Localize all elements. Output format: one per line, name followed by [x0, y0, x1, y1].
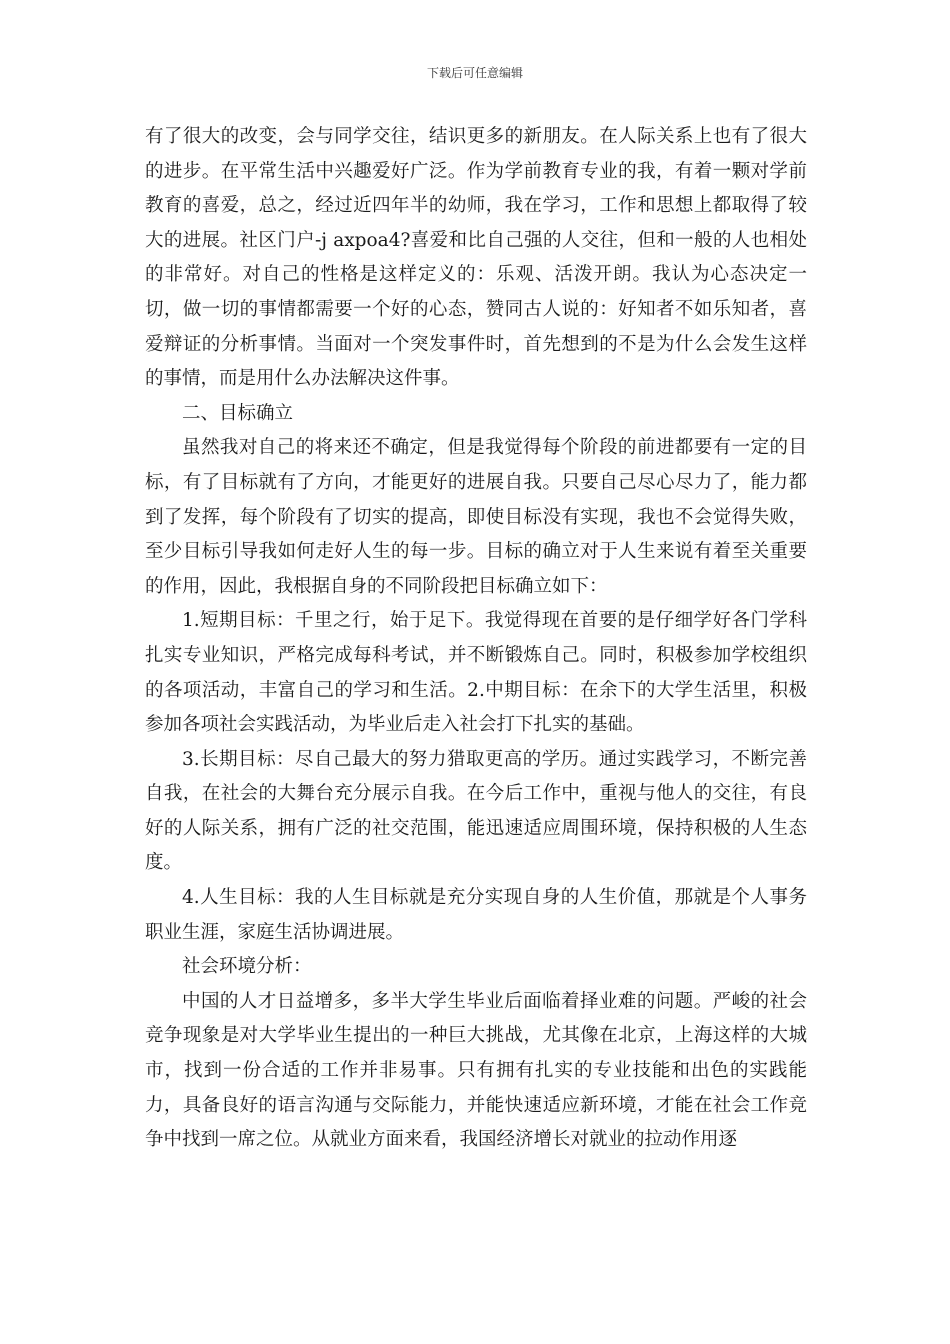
- paragraph-life-goal: 4.人生目标：我的人生目标就是充分实现自身的人生价值，那就是个人事务职业生涯，家庭生活协调进展。: [145, 887, 807, 943]
- paragraph-short-mid-term-goals: 1.短期目标：千里之行，始于足下。我觉得现在首要的是仔细学好各门学科扎实专业知识，严格完成每科考试，并不断锻炼自己。同时，积极参加学校组织的各项活动，丰富自己的学习和生活。2.中期目标：在余下的大学生活里，积极参加各项社会实践活动，为毕业后走入社会打下扎实的基础。: [145, 610, 807, 736]
- section-heading-goal-setting: 二、目标确立: [182, 402, 294, 424]
- paragraph-social-environment: 中国的人才日益增多，多半大学生毕业后面临着择业难的问题。严峻的社会竞争现象是对大学毕业生提出的一种巨大挑战，尤其像在北京，上海这样的大城市，找到一份合适的工作并非易事。只有拥有扎实的专业技能和出色的实践能力，具备良好的语言沟通与交际能力，并能快速适应新环境，才能在社会工作竞争中找到一席之位。从就业方面来看，我国经济增长对就业的拉动作用逐: [145, 990, 807, 1151]
- section-heading-social-environment: 社会环境分析：: [182, 956, 312, 978]
- paragraph-personal-traits: 有了很大的改变，会与同学交往，结识更多的新朋友。在人际关系上也有了很大的进步。在平常生活中兴趣爱好广泛。作为学前教育专业的我，有着一颗对学前教育的喜爱，总之，经过近四年半的幼师，我在学习，工作和思想上都取得了较大的进展。社区门户-j axpoa4?喜爱和比自己强的人交往，但和一般的人也相处的非常好。对自己的性格是这样定义的：乐观、活泼开朗。我认为心态决定一切，做一切的事情都需要一个好的心态，赞同古人说的：好知者不如乐知者，喜爱辩证的分析事情。当面对一个突发事件时，首先想到的不是为什么会发生这样的事情，而是用什么办法解决这件事。: [145, 126, 807, 390]
- page-header: 下载后可任意编辑: [426, 66, 523, 80]
- paragraph-goal-intro: 虽然我对自己的将来还不确定，但是我觉得每个阶段的前进都要有一定的目标，有了目标就有了方向，才能更好的进展自我。只要自己尽心尽力了，能力都到了发挥，每个阶段有了切实的提高，即使目标没有实现，我也不会觉得失败，至少目标引导我如何走好人生的每一步。目标的确立对于人生来说有着至关重要的作用，因此，我根据自身的不同阶段把目标确立如下：: [145, 437, 807, 597]
- paragraph-long-term-goal: 3.长期目标：尽自己最大的努力猎取更高的学历。通过实践学习，不断完善自我，在社会的大舞台充分展示自我。在今后工作中，重视与他人的交往，有良好的人际关系，拥有广泛的社交范围，能迅速适应周围环境，保持积极的人生态度。: [145, 748, 807, 874]
- document-body: [145, 120, 807, 1158]
